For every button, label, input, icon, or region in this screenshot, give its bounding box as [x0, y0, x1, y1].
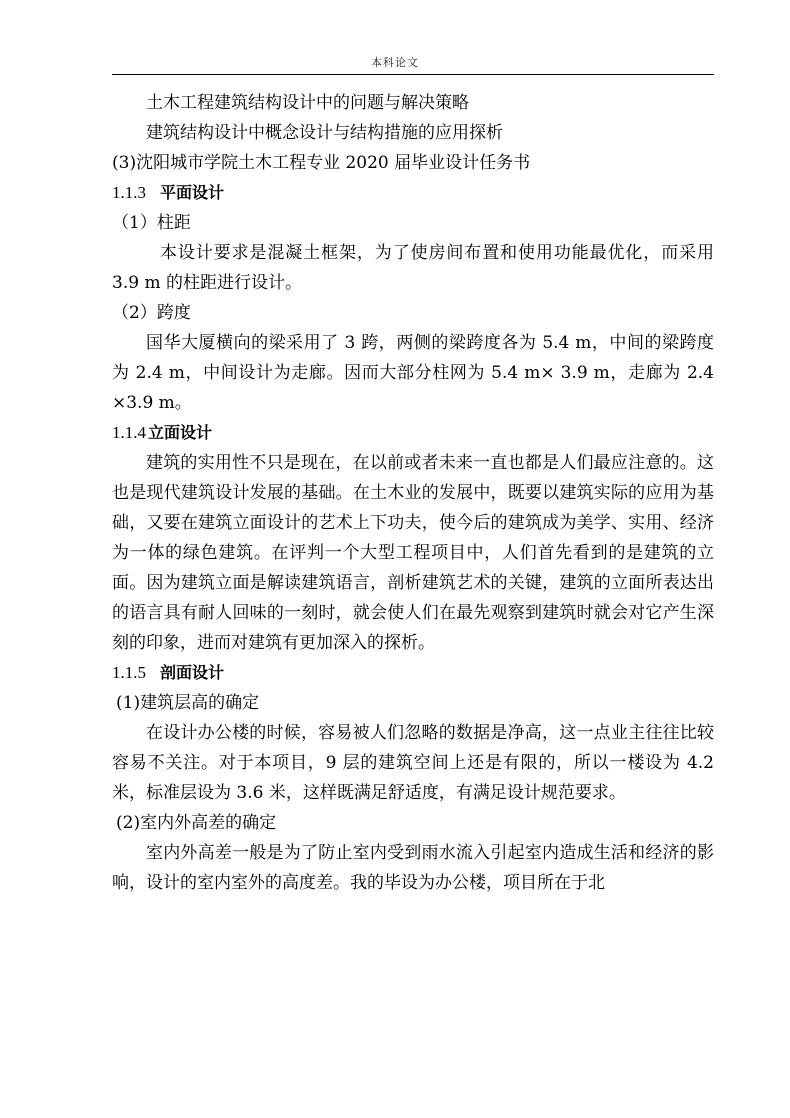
page-header-title: 本科论文: [371, 56, 419, 69]
subheading-floor-height: (1)建筑层高的确定: [116, 693, 260, 713]
subheading-height-difference: (2)室内外高差的确定: [116, 813, 277, 833]
section-number: 1.1.5: [112, 663, 146, 682]
paragraph-column-spacing: 本设计要求是混凝土框架，为了使房间布置和使用功能最优化，而采用 3.9 m 的柱距进行设计。: [112, 243, 714, 293]
paragraph-elevation: 建筑的实用性不只是现在，在以前或者未来一直也都是人们最应注意的。这也是现代建筑设计发展的基础。在土木业的发展中，既要以建筑实际的应用为基础，又要在建筑立面设计的艺术上下功夫，使今后的建筑成为美学、实用、经济为一体的绿色建筑。在评判一个大型工程项目中，人们首先看到的是建筑的立面。因为建筑立面是解读建筑语言，剖析建筑艺术的关键，建筑的立面所表达出的语言具有耐人回味的一刻时，就会使人们在最先观察到建筑时就会对它产生深刻的印象，进而对建筑有更加深入的探析。: [112, 453, 714, 653]
section-heading-1-1-4: [112, 418, 714, 448]
section-heading-1-1-3: [112, 178, 714, 208]
reference-line-2: 建筑结构设计中概念设计与结构措施的应用探析: [146, 123, 503, 143]
page-body: [112, 88, 714, 898]
reference-line-1: 土木工程建筑结构设计中的问题与解决策略: [146, 93, 469, 113]
paragraph-floor-height: 在设计办公楼的时候，容易被人们忽略的数据是净高，这一点业主往往比较容易不关注。对于本项目，9 层的建筑空间上还是有限的，所以一楼设为 4.2 米，标准层设为 3.6 米，这样既满足舒适度，有满足设计规范要求。: [112, 723, 714, 803]
section-title: 剖面设计: [160, 663, 225, 682]
header-divider: [112, 74, 714, 75]
reference-line-3: (3)沈阳城市学院土木工程专业 2020 届毕业设计任务书: [112, 153, 531, 173]
section-number: 1.1.3: [112, 183, 146, 202]
section-title: 立面设计: [148, 423, 213, 442]
paragraph-height-difference: 室内外高差一般是为了防止室内受到雨水流入引起室内造成生活和经济的影响，设计的室内室外的高度差。我的毕设为办公楼，项目所在于北: [112, 843, 714, 893]
section-number: 1.1.4: [112, 423, 146, 442]
subheading-span: （2）跨度: [112, 303, 191, 323]
section-title: 平面设计: [160, 183, 225, 202]
paragraph-span: 国华大厦横向的梁采用了 3 跨，两侧的梁跨度各为 5.4 m，中间的梁跨度为 2.4 m，中间设计为走廊。因而大部分柱网为 5.4 m× 3.9 m，走廊为 2.4 ×3.9 m。: [112, 333, 714, 413]
subheading-column-spacing: （1）柱距: [112, 213, 191, 233]
section-heading-1-1-5: [112, 658, 714, 688]
